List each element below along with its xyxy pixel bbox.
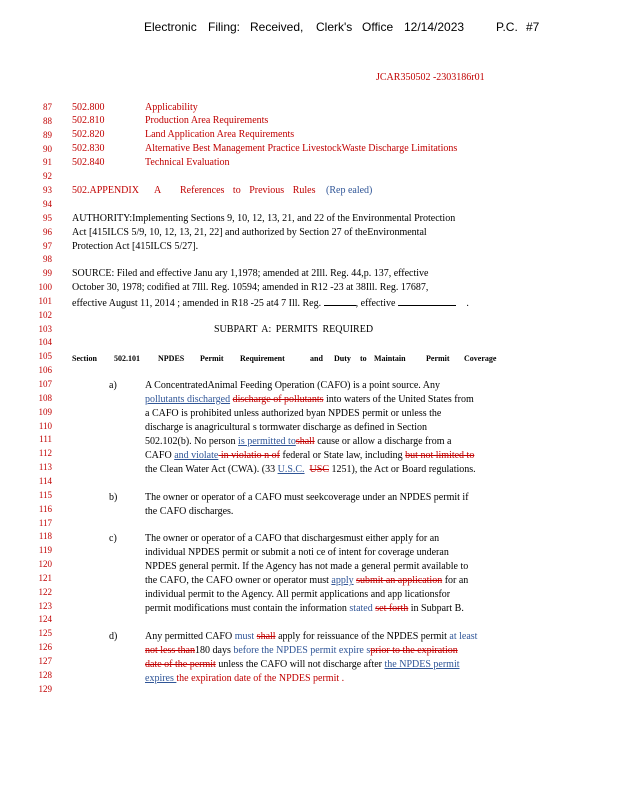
- line-number: 115: [38, 489, 52, 500]
- text: Any permitted CAFO: [145, 631, 235, 642]
- toc-num-1: 502.800: [72, 102, 105, 113]
- paragraph-c-line-4: [145, 575, 468, 587]
- insertion: U.S.C.: [277, 464, 305, 475]
- source-line-3-text: effective August 11, 2014 ; amended in R18 -25 at4 7 Ill. Reg.: [72, 298, 322, 309]
- authority-line-2: Act [415ILCS 5/9, 10, 12, 13, 21, 22] and authorized by Section 27 of theEnvironmental: [72, 227, 427, 238]
- line-number: 116: [38, 503, 52, 514]
- deletion: USC: [309, 464, 329, 475]
- insertion: apply: [331, 575, 354, 586]
- insertion: before the NPDES permit expire s: [233, 645, 371, 656]
- section-title-w8: Permit: [426, 354, 450, 363]
- source-line-1: SOURCE: Filed and effective Janu ary 1,1978; amended at 2Ill. Reg. 44,p. 137, effective: [72, 268, 429, 279]
- paragraph-a-line-7: [145, 464, 476, 476]
- line-number: 94: [43, 198, 52, 209]
- deletion: in violatio n of: [218, 450, 281, 461]
- deletion: set forth: [375, 603, 409, 614]
- paragraph-d-label: d): [109, 631, 118, 642]
- document-id: JCAR350502 -2303186r01: [376, 72, 485, 83]
- text: unless the CAFO will not discharge after: [215, 659, 385, 670]
- header-pc-number: #7: [526, 20, 540, 34]
- line-number: 121: [38, 572, 52, 583]
- authority-line-1: AUTHORITY:Implementing Sections 9, 10, 12, 13, 21, and 22 of the Environmental Protection: [72, 213, 456, 224]
- paragraph-c-line-5: individual permit to the Agency. All permit applications and app licationsfor: [145, 589, 451, 600]
- section-title-w9: Coverage: [464, 354, 497, 363]
- line-number: 111: [39, 434, 52, 445]
- deletion: shall: [256, 631, 276, 642]
- header-electronic: Electronic: [144, 20, 197, 34]
- deletion: submit an application: [356, 575, 443, 586]
- toc-title-4: Alternative Best Management Practice LivestockWaste Discharge Limitations: [145, 143, 458, 154]
- line-number: 87: [43, 102, 52, 112]
- line-number: 90: [43, 143, 52, 154]
- insertion: stated: [349, 603, 373, 614]
- paragraph-d-line-4: [145, 673, 344, 685]
- paragraph-b-line-1: The owner or operator of a CAFO must seekcoverage under an NPDES permit if: [145, 492, 469, 503]
- line-number: 122: [38, 586, 52, 597]
- toc-num-3: 502.820: [72, 129, 105, 140]
- text: 180 days: [195, 645, 234, 656]
- paragraph-a-line-3: a CAFO is prohibited unless authorized byan NPDES permit or unless the: [145, 408, 442, 419]
- line-number: 107: [38, 379, 52, 389]
- deletion: discharge of pollutants: [232, 394, 324, 405]
- line-number: 99: [43, 268, 52, 279]
- toc-num-2: 502.810: [72, 115, 105, 126]
- text: federal or State law, including: [280, 450, 406, 461]
- line-number: 128: [38, 669, 52, 680]
- text: 1251), the Act or Board regulations.: [329, 464, 476, 475]
- paragraph-a-line-2: [145, 394, 474, 406]
- deletion: not less than: [145, 645, 195, 656]
- header-clerks: Clerk's: [316, 20, 353, 34]
- appendix-num: 502.APPENDIX: [72, 185, 139, 196]
- paragraph-a-line-5: [145, 436, 451, 448]
- text: the expiration date of the NPDES permit .: [176, 673, 345, 684]
- source-line-2: October 30, 1978; codified at 7Ill. Reg. 10594; amended in R12 -23 at 38Ill. Reg. 17687,: [72, 282, 429, 293]
- line-number: 126: [38, 642, 52, 653]
- paragraph-b-label: b): [109, 492, 118, 503]
- line-number: 93: [43, 185, 52, 196]
- line-number: 112: [38, 448, 52, 459]
- line-number: 98: [43, 254, 52, 265]
- section-title-w4: and: [310, 354, 323, 363]
- line-number: 106: [38, 365, 52, 376]
- paragraph-c-line-3: NPDES general permit. If the Agency has not made a general permit available to: [145, 561, 469, 572]
- insertion: is permitted to: [238, 436, 296, 447]
- line-number: 104: [38, 337, 52, 348]
- line-number: 108: [38, 392, 52, 403]
- insertion: expires: [145, 673, 177, 684]
- section-title-w2: Permit: [200, 354, 224, 363]
- paragraph-a-line-6: [145, 450, 474, 462]
- toc-num-4: 502.830: [72, 143, 105, 154]
- source-period: .: [466, 298, 469, 309]
- section-word: Section: [72, 354, 97, 363]
- text: the CAFO, the CAFO owner or operator must: [145, 575, 332, 586]
- section-number: 502.101: [114, 354, 140, 363]
- toc-num-5: 502.840: [72, 157, 105, 168]
- line-number: 103: [38, 323, 52, 334]
- deletion: but not limited to: [405, 450, 475, 461]
- paragraph-d-line-2: [145, 645, 458, 657]
- line-number: 97: [43, 240, 52, 251]
- paragraph-a-label: a): [109, 380, 117, 391]
- paragraph-b-line-2: the CAFO discharges.: [145, 506, 234, 517]
- text: the Clean Water Act (CWA). (33: [145, 464, 278, 475]
- section-title-w6: to: [360, 354, 367, 363]
- line-number: 100: [38, 282, 52, 293]
- source-effective: , effective: [355, 298, 396, 309]
- source-blank-volume: [324, 296, 356, 306]
- text: permit modifications must contain the information: [145, 603, 350, 614]
- line-number: 125: [38, 628, 52, 639]
- text: 502.102(b). No person: [145, 436, 239, 447]
- header-office: Office: [362, 20, 394, 34]
- line-number: 129: [38, 683, 52, 694]
- header-received: Received,: [250, 20, 304, 34]
- paragraph-c-line-1: The owner or operator of a CAFO that dischargesmust either apply for an: [145, 533, 440, 544]
- line-number: 89: [43, 129, 52, 140]
- line-number: 96: [43, 226, 52, 237]
- line-number: 123: [38, 600, 52, 611]
- line-number: 118: [38, 531, 52, 542]
- insertion: the NPDES permit: [384, 659, 460, 670]
- insertion: at least: [449, 631, 478, 642]
- section-title-w7: Maintain: [374, 354, 406, 363]
- section-title-w3: Requirement: [240, 354, 285, 363]
- toc-title-2: Production Area Requirements: [145, 115, 269, 126]
- text: CAFO: [145, 450, 175, 461]
- line-number: 119: [38, 545, 52, 556]
- line-number: 109: [38, 406, 52, 417]
- subpart-title: SUBPART A: PERMITS REQUIRED: [214, 324, 374, 335]
- paragraph-d-line-1: [145, 631, 477, 643]
- toc-title-3: Land Application Area Requirements: [145, 129, 295, 140]
- header-pc: P.C.: [496, 20, 518, 34]
- header-date: 12/14/2023: [404, 20, 465, 34]
- line-number: 124: [38, 614, 52, 625]
- line-number: 120: [38, 559, 52, 570]
- appendix-letter: A: [154, 185, 162, 196]
- line-number: 113: [38, 462, 52, 473]
- line-number: 91: [43, 157, 52, 168]
- line-number: 95: [43, 212, 52, 223]
- line-number: 127: [38, 656, 52, 666]
- toc-title-5: Technical Evaluation: [145, 157, 230, 168]
- text: for an: [442, 575, 469, 586]
- line-number: 114: [38, 475, 52, 486]
- paragraph-a-line-1: A ConcentratedAnimal Feeding Operation (CAFO) is a point source. Any: [145, 380, 440, 391]
- line-number: 101: [38, 295, 52, 306]
- section-title-w1: NPDES: [158, 354, 185, 363]
- line-number: 117: [38, 517, 52, 528]
- text: apply for reissuance of the NPDES permit: [275, 631, 450, 642]
- paragraph-c-label: c): [109, 533, 117, 544]
- deletion: date of the permit: [145, 659, 216, 670]
- deletion: prior to the expiration: [370, 645, 458, 656]
- insertion: must: [234, 631, 255, 642]
- section-title-w5: Duty: [334, 354, 351, 363]
- authority-line-3: Protection Act [415ILCS 5/27].: [72, 241, 199, 252]
- source-line-3: [72, 296, 469, 310]
- source-blank-date: [398, 296, 456, 306]
- deletion: shall: [295, 436, 315, 447]
- text: into waters of the United States from: [323, 394, 474, 405]
- line-number: 102: [38, 309, 52, 320]
- insertion: and violate: [174, 450, 219, 461]
- paragraph-d-line-3: [145, 659, 460, 671]
- paragraph-c-line-6: [145, 603, 464, 615]
- paragraph-a-line-4: discharge is anagricultural s tormwater discharge as defined in Section: [145, 422, 428, 433]
- toc-title-1: Applicability: [145, 102, 198, 113]
- line-number: 92: [43, 171, 52, 182]
- text: cause or allow a discharge from a: [314, 436, 452, 447]
- header-filing: Filing:: [208, 20, 241, 34]
- line-number: 110: [38, 420, 52, 431]
- line-number: 88: [43, 115, 52, 126]
- insertion: pollutants discharged: [145, 394, 231, 405]
- paragraph-c-line-2: individual NPDES permit or submit a noti ce of intent for coverage underan: [145, 547, 449, 558]
- appendix-status: (Rep ealed): [326, 185, 373, 196]
- appendix-title: References to Previous Rules: [180, 185, 316, 196]
- text: in Subpart B.: [408, 603, 464, 614]
- line-number: 105: [38, 351, 52, 362]
